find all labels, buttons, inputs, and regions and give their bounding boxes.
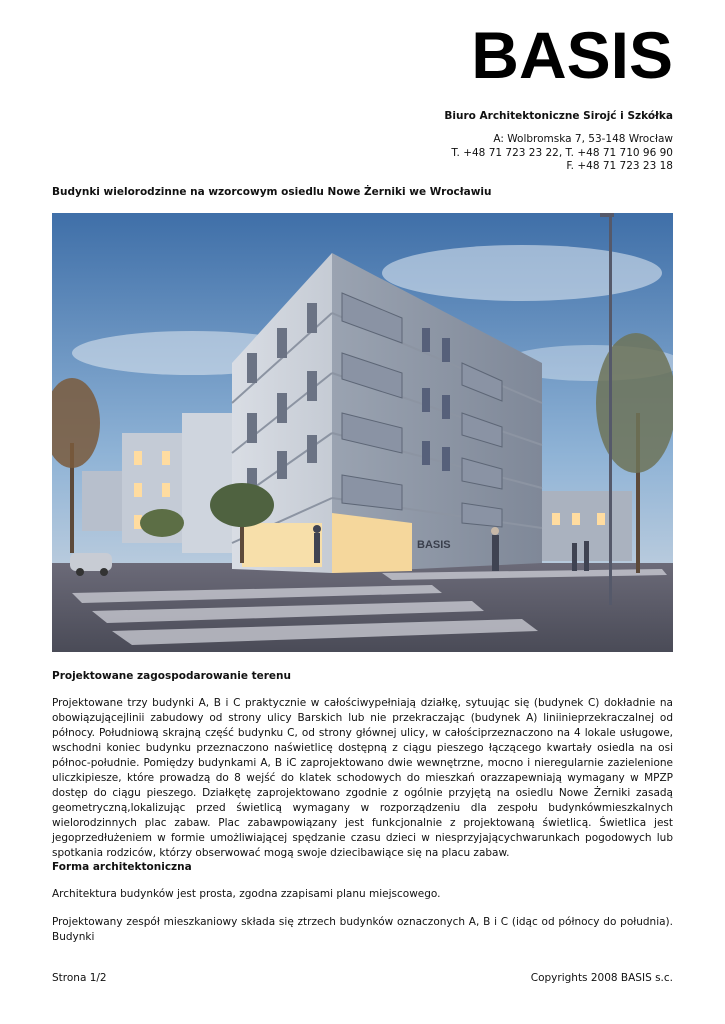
paragraph-land-development: Projektowane trzy budynki A, B i C praktycznie w całościwypełniają działkę, sytuując się (budynek C) dokładnie na obowiązującejlinii zabudowy od strony ulicy Barskich lub nie przekraczając (budynek A) liniinieprzekraczalnej od północy. Południową skrajną część budynku C, od strony głównej ulicy, w całościprzeznaczono na 4 lokale usługowe, wschodni koniec budynku przeznaczono naświetlicę dostępną z ciągu pieszego łączącego kwartały osiedla na osi północ-południe. Pomiędzy budynkami A, B iC zaprojektowano dwie wewnętrzne, mocno i nieregularnie zazielenione uliczkipiesze, które prowadzą do 8 wejść do klatek schodowych do mieszkań orazzapewniają wymagany w MPZP dostęp do ciągu pieszego. Działkętę zaprojektowano zgodnie z ogólnie przyjętą na osiedlu Nowe Żerniki zasadą geometryczną,lokalizując przed świetlicą wymagany w rozporządzeniu dla zespołu budynkówmieszkalnych wielorodzinnych plac zabaw. Plac zabawpowiązany jest funkcjonalnie z projektowaną świetlicą. Świetlica jest jegoprzedłużeniem w formie umożliwiającej spędzanie czasu dzieci w niesprzyjającychwarunkach pogodowych lub spotkania rodziców, którzy obserwować mogą swoje dziecibawiące się na placu zabaw. [52,697,673,859]
building-sign: BASIS [417,539,451,551]
section-heading-land-development: Projektowane zagospodarowanie terenu [52,670,291,682]
address-line: A: Wolbromska 7, 53-148 Wrocław [493,133,673,145]
page-number: Strona 1/2 [52,972,107,984]
contact-address [451,133,673,174]
phone-line: T. +48 71 723 23 22, T. +48 71 710 96 90 [451,146,673,159]
company-name: Biuro Architektoniczne Sirojć i Szkółka [444,110,673,122]
document-title: Budynki wielorodzinne na wzorcowym osiedlu Nowe Żerniki we Wrocławiu [52,186,492,198]
basis-logo: BASIS [471,18,673,92]
fax-line: F. +48 71 723 23 18 [566,160,673,172]
building-rendering-image [52,213,673,652]
paragraph-architecture-simple: Architektura budynków jest prosta, zgodna zzapisami planu miejscowego. [52,888,441,900]
copyright-notice: Copyrights 2008 BASIS s.c. [530,972,673,984]
paragraph-housing-complex: Projektowany zespół mieszkaniowy składa się ztrzech budynków oznaczonych A, B i C (idąc od północy do południa). Budynki [52,916,673,943]
section-heading-architectural-form: Forma architektoniczna [52,861,192,873]
